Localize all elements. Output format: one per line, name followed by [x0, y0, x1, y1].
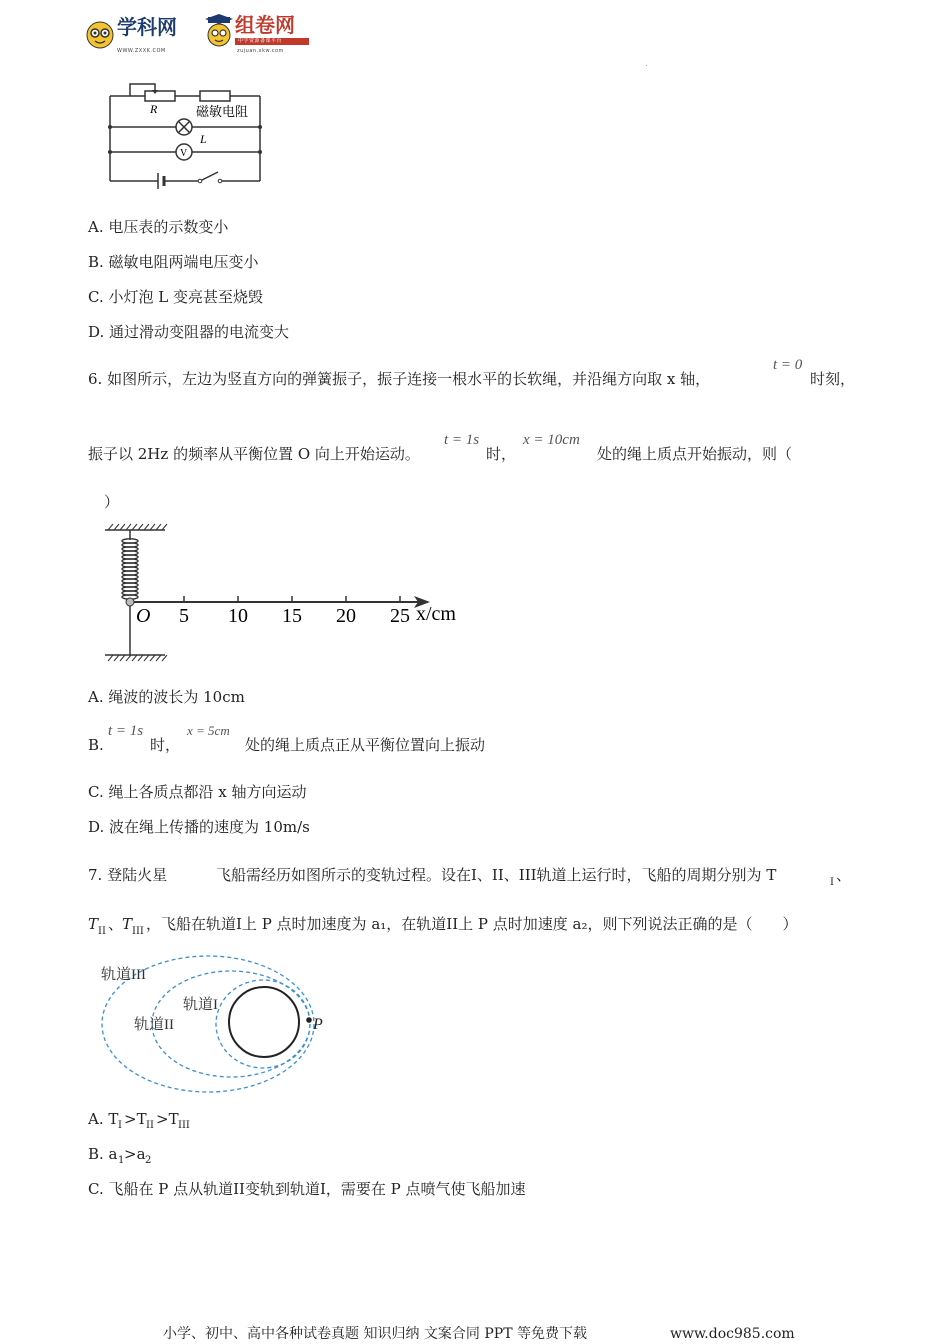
q5-option-a: A. 电压表的示数变小	[88, 218, 229, 236]
q7-line2-rest: ，飞船在轨道I上 P 点时加速度为 a₁，在轨道II上 P 点时加速度 a₂，则下列说法正确的是（ ）	[146, 915, 798, 933]
q5-option-c: C. 小灯泡 L 变亮甚至烧毁	[88, 288, 263, 306]
footer-url[interactable]: www.doc985.com	[670, 1326, 795, 1342]
circuit-volt-label: V	[180, 148, 188, 159]
footer-text: 小学、初中、高中各种试卷真题 知识归纳 文案合同 PPT 等免费下载	[163, 1326, 587, 1342]
q6-option-b-end: 处的绳上质点正从平衡位置向上振动	[245, 736, 486, 754]
logo2-sub: zujuan.xkw.com	[237, 48, 284, 54]
q7-line2-t: T	[88, 915, 99, 933]
spring-rope-figure	[100, 520, 480, 665]
q6-line1: 6. 如图所示，左边为竖直方向的弹簧振子，振子连接一根水平的长软绳，并沿绳方向取 x 轴，	[88, 370, 711, 388]
orbit1-label: 轨道I	[183, 997, 218, 1013]
axis-origin-label: O	[136, 605, 151, 627]
axis-label: x/cm	[416, 603, 456, 625]
q7-line2-sub-iii: III	[132, 926, 144, 937]
logo1-sub: WWW.ZXXK.COM	[117, 48, 166, 54]
q6-option-a: A. 绳波的波长为 10cm	[88, 688, 245, 706]
q6-option-b-math-t: t = 1s	[108, 723, 144, 739]
orbit3-label: 轨道III	[101, 967, 146, 983]
logo2-text: 组卷网	[235, 13, 295, 37]
q5-option-d: D. 通过滑动变阻器的电流变大	[88, 323, 290, 341]
header-logos	[85, 14, 325, 54]
q6-math-t0: t = 0	[773, 357, 803, 373]
q7-line2-sub-ii: II	[98, 926, 106, 937]
q7-line1-a: 7. 登陆火星	[88, 866, 168, 884]
circuit-diagram	[100, 78, 275, 193]
q6-option-b-math-x: x = 5cm	[187, 723, 230, 738]
q7-option-a: A. T I >T II >T III	[88, 1110, 190, 1131]
q6-line2-b: 时，	[486, 445, 517, 463]
axis-tick-label: 10	[228, 605, 248, 627]
q7-line2-t3: T	[122, 915, 133, 933]
q7-line2-sep: 、	[108, 915, 124, 933]
q6-math-x10: x = 10cm	[523, 432, 580, 448]
orbit-figure	[95, 955, 335, 1100]
logo2-mascot-icon	[203, 14, 235, 48]
q6-option-d: D. 波在绳上传播的速度为 10m/s	[88, 818, 310, 836]
page-speck	[646, 65, 647, 66]
circuit-magneto-label: 磁敏电阻	[196, 104, 249, 119]
axis-tick-label: 15	[282, 605, 302, 627]
q6-option-b-mid: 时，	[150, 736, 181, 754]
circuit-r-label: R	[150, 102, 158, 116]
point-p-label: P	[313, 1016, 323, 1033]
q7-option-b: B. a 1 >a 2	[88, 1145, 152, 1166]
q7-line1-b: 飞船需经历如图所示的变轨过程。设在I、II、III轨道上运行时，飞船的周期分别为 T	[216, 866, 777, 884]
axis-tick-label: 25	[390, 605, 410, 627]
axis-tick-label: 5	[179, 605, 189, 627]
logo1-mascot-icon	[85, 18, 115, 50]
axis-tick-label: 20	[336, 605, 356, 627]
circuit-lamp-label: L	[200, 132, 207, 146]
q7-line1-c: 、	[836, 866, 852, 884]
q5-option-b: B. 磁敏电阻两端电压变小	[88, 253, 259, 271]
logo1-text: 学科网	[117, 15, 177, 39]
q6-line2-c: 处的绳上质点开始振动，则（	[597, 445, 793, 463]
q6-line3: ）	[104, 493, 120, 511]
q6-option-c: C. 绳上各质点都沿 x 轴方向运动	[88, 783, 307, 801]
q7-line1-sub: I	[830, 877, 834, 888]
logo2-tag: 中学资源备课平台	[235, 38, 309, 45]
q6-option-b-prefix: B.	[88, 736, 104, 754]
q6-line1-end: 时刻，	[810, 370, 856, 388]
orbit2-label: 轨道II	[134, 1017, 174, 1033]
q6-math-t1: t = 1s	[444, 432, 480, 448]
q6-line2-a: 振子以 2Hz 的频率从平衡位置 O 向上开始运动。	[88, 445, 420, 463]
q7-option-c: C. 飞船在 P 点从轨道II变轨到轨道I，需要在 P 点喷气使飞船加速	[88, 1180, 526, 1198]
